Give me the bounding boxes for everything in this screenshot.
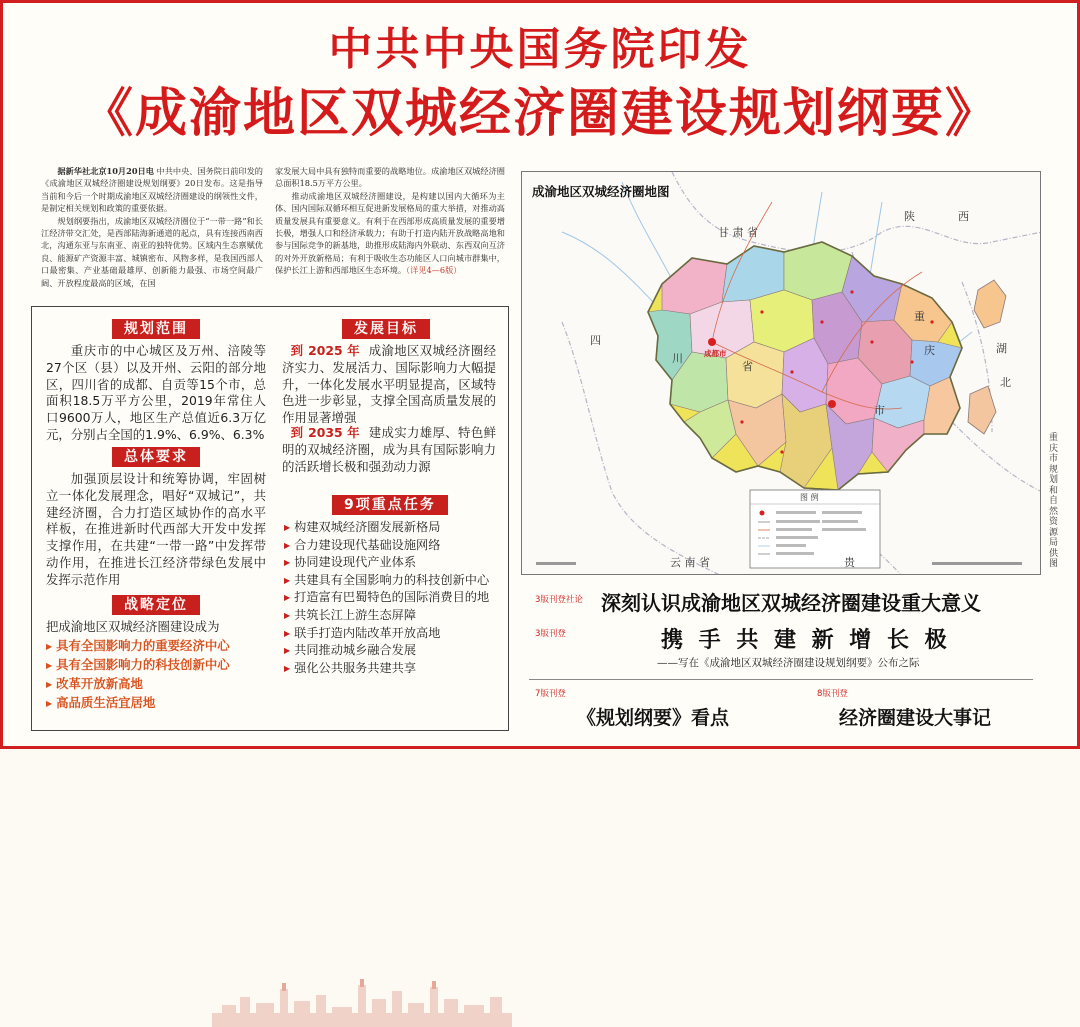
development-goals-2035: [282, 425, 496, 475]
divider: [529, 679, 1033, 680]
label-chongqing-shi: 市: [874, 404, 885, 417]
tag-planning-scope: 规划范围: [112, 319, 200, 339]
list-item: ▶ 协同建设现代产业体系: [284, 554, 498, 572]
list-item: ▶ 强化公共服务共建共享: [284, 660, 498, 678]
lead-paragraph-4: 推动成渝地区双城经济圈建设，是构建以国内大循环为主体、国内国际双循环相互促进新发展格局的重大举措，对推动高质量发展具有重要意义。有利于在西部形成高质量发展的重要增长极，增强人口和经济承载力；有助于打造内陆开放战略高地和参与国际竞争的新基地，助推形成陆海内外联动、东西双向互济的对外开放新格局；有利于吸收生态功能区人口向城市群集中，保护长江上游和西部地区生态环境。: [275, 190, 505, 276]
region-map: [522, 172, 1041, 575]
label-sichuan-sheng: 省: [742, 360, 753, 373]
development-goals-2025: [282, 343, 496, 427]
list-item: ▶ 共建具有全国影响力的科技创新中心: [284, 572, 498, 590]
label-hubei-bei: 北: [1000, 376, 1011, 389]
label-sichuan-chuan: 川: [672, 352, 683, 365]
city-skyline-illustration: [212, 979, 512, 1027]
tag-key-tasks: 9项重点任务: [332, 495, 448, 515]
legend-title: 图 例: [800, 493, 819, 502]
dateline: 据新华社北京10月20日电: [57, 166, 154, 176]
label-yunnan: 云 南 省: [670, 556, 710, 569]
list-item: ▶ 联手打造内陆改革开放高地: [284, 625, 498, 643]
overall-requirements-text: 加强顶层设计和统筹协调，牢固树立一体化发展理念，唱好“双城记”，共建经济圈，合力打造区域协作的高水平样板，在推进新时代西部大开发中发挥支撑作用，在共建“一带一路”中发挥带动作用，在推进长江经济带绿色发展中发挥示范作用: [46, 471, 266, 587]
map-title: 成渝地区双城经济圈地图: [532, 184, 670, 199]
lead-column-2: [275, 165, 505, 295]
article-2-kicker: 3版刊登: [535, 629, 566, 639]
label-chengdu: 成都市: [704, 349, 727, 358]
label-chongqing-qing: 庆: [924, 344, 935, 357]
list-item: ▶ 具有全国影响力的科技创新中心: [46, 656, 276, 675]
list-item: ▶ 共同推动城乡融合发展: [284, 642, 498, 660]
related-articles: [521, 583, 1041, 733]
article-3-kicker: 7版刊登: [535, 689, 566, 699]
article-3-title[interactable]: 《规划纲要》看点: [577, 707, 730, 729]
list-item: ▶ 打造富有巴蜀特色的国际消费目的地: [284, 589, 498, 607]
lead-paragraph-2: 规划纲要指出，成渝地区双城经济圈位于“一带一路”和长江经济带交汇处，是西部陆海新通道的起点，具有连接西南西北，沟通东亚与东南亚、南亚的独特优势。区域内生态禀赋优良、能源矿产资源丰富、城镇密布、风物多样，是我国西部人口最密集、产业基础最雄厚、创新能力最强、市场空间最广阔、开放程度最高的区域，在国: [41, 215, 263, 288]
article-2-title[interactable]: 携 手 共 建 新 增 长 极: [661, 628, 951, 653]
map-credit: 重庆市规划和自然资源局供图: [1049, 433, 1059, 569]
map-panel: [521, 171, 1041, 575]
strategic-positioning-intro: 把成渝地区双城经济圈建设成为: [46, 619, 220, 634]
headline-line-1: 中共中央国务院印发: [328, 24, 752, 75]
list-item: ▶ 合力建设现代基础设施网络: [284, 537, 498, 555]
summary-box: [31, 306, 509, 731]
key-tasks-list: [284, 519, 498, 677]
headline-line-2: 《成渝地区双城经济圈建设规划纲要》: [80, 84, 999, 144]
article-1-title[interactable]: 深刻认识成渝地区双城经济圈建设重大意义: [601, 591, 981, 615]
label-xi: 西: [958, 210, 969, 223]
article-2-subtitle: ——写在《成渝地区双城经济圈建设规划纲要》公布之际: [657, 657, 920, 669]
lead-paragraph-3: 家发展大局中具有独特而重要的战略地位。成渝地区双城经济圈总面积18.5万平方公里。: [275, 166, 505, 189]
lead-column-1: [41, 165, 263, 295]
label-shaanxi: 陕: [904, 210, 915, 223]
list-item: ▶ 改革开放新高地: [46, 675, 276, 694]
label-sichuan-si: 四: [590, 334, 601, 347]
year-2025: 到 2025 年: [290, 343, 361, 358]
label-chongqing-zhong: 重: [914, 310, 925, 323]
list-item: ▶ 共筑长江上游生态屏障: [284, 607, 498, 625]
list-item: ▶ 高品质生活宜居地: [46, 694, 276, 713]
goal-2025-text: 成渝地区双城经济圈经济实力、发展活力、国际影响力大幅提升，一体化发展水平明显提高，区域特色进一步彰显，支撑全国高质量发展的作用显著增强: [282, 343, 496, 426]
article-4-kicker: 8版刊登: [817, 689, 848, 699]
strategic-positioning-list: [46, 637, 276, 713]
label-guizhou: 贵: [844, 556, 855, 569]
lead-paragraph-1: 中共中央、国务院日前印发的《成渝地区双城经济圈建设规划纲要》20日发布。这是指导当前和今后一个时期成渝地区双城经济圈建设的纲领性文件，是制定相关规划和政策的重要依据。: [41, 166, 263, 214]
tag-strategic-positioning: 战略定位: [112, 595, 200, 615]
label-gansu: 甘 肃 省: [718, 226, 758, 239]
label-hubei-hu: 湖: [996, 342, 1007, 355]
goal-2035-text: 建成实力雄厚、特色鲜明的双城经济圈，成为具有国际影响力的活跃增长极和强劲动力源: [282, 425, 496, 474]
see-more-link[interactable]: （详见4—6版）: [406, 265, 462, 276]
list-item: ▶ 构建双城经济圈发展新格局: [284, 519, 498, 537]
article-4-title[interactable]: 经济圈建设大事记: [839, 707, 992, 729]
tag-development-goals: 发展目标: [342, 319, 430, 339]
article-1-kicker: 3版刊登社论: [535, 595, 583, 605]
list-item: ▶ 具有全国影响力的重要经济中心: [46, 637, 276, 656]
tag-overall-requirements: 总体要求: [112, 447, 200, 467]
planning-scope-text: 重庆市的中心城区及万州、涪陵等27个区（县）以及开州、云阳的部分地区，四川省的成都、自贡等15个市，总面积18.5万平方公里，2019年常住人口9600万人，地区生产总值近6.3万亿元，分别占全国的1.9%、6.9%、6.3%: [46, 343, 266, 442]
year-2035: 到 2035 年: [290, 425, 361, 440]
